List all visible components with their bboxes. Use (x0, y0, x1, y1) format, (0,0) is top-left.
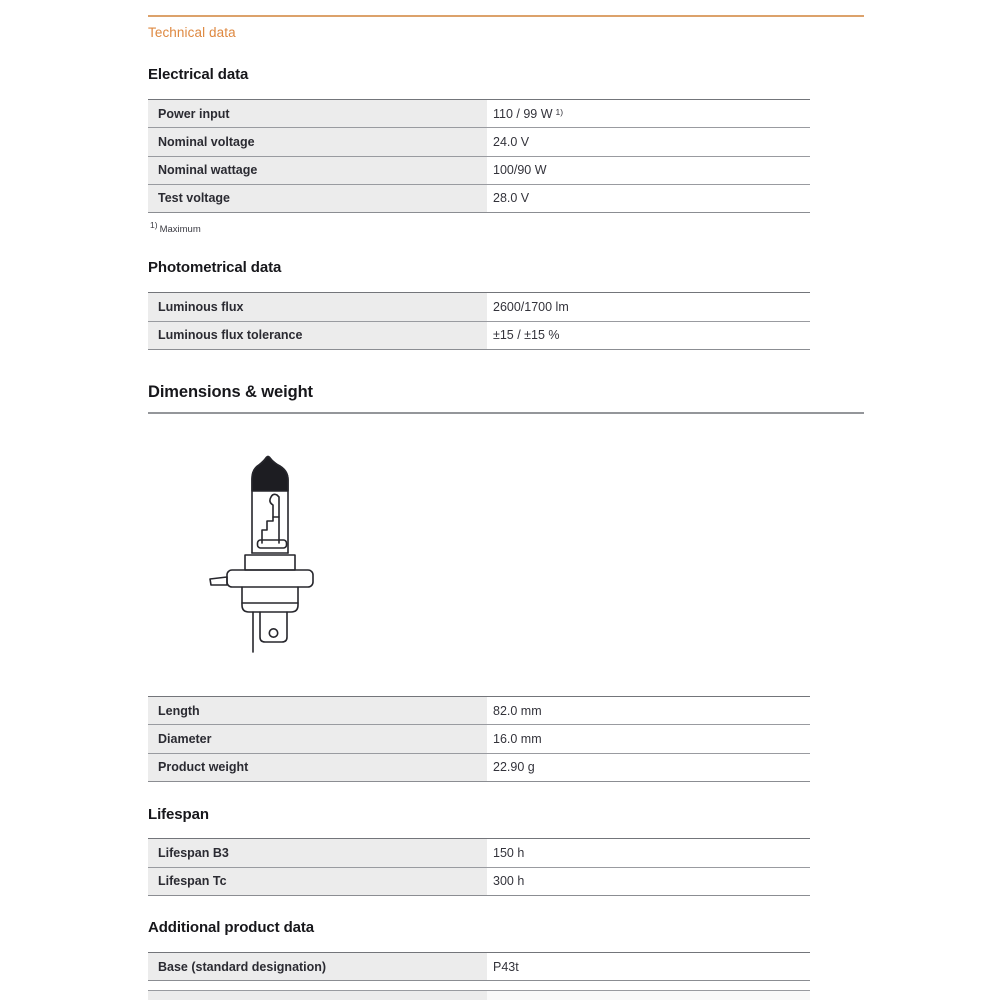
heading-dimensions-weight: Dimensions & weight (148, 383, 313, 401)
row-value: 82.0 mm (487, 697, 810, 724)
heading-electrical-data: Electrical data (148, 66, 249, 83)
row-label: Diameter (148, 725, 487, 752)
row-label: Luminous flux (148, 293, 487, 321)
row-value: 100/90 W (487, 157, 810, 184)
table-row (148, 184, 810, 212)
row-label: Lifespan Tc (148, 868, 487, 896)
table-row (148, 156, 810, 184)
photometrical-data-table (148, 292, 810, 350)
row-label: Length (148, 697, 487, 724)
row-value: ±15 / ±15 % (487, 322, 810, 350)
heading-lifespan: Lifespan (148, 806, 209, 823)
row-value: 110 / 99 W $^{1)}$ (487, 100, 810, 127)
row-label (148, 991, 487, 1000)
additional-product-data-table (148, 952, 810, 981)
row-label: Nominal wattage (148, 157, 487, 184)
dimensions-weight-table (148, 696, 810, 782)
row-value: 150 h (487, 839, 810, 867)
footnote-marker: 1) (150, 220, 158, 230)
table-row (148, 753, 810, 781)
table-row (148, 99, 810, 127)
row-label: Base (standard designation) (148, 953, 487, 980)
row-value: 28.0 V (487, 185, 810, 212)
row-value: 300 h (487, 868, 810, 896)
table-row (148, 127, 810, 155)
table-row (148, 838, 810, 867)
row-label: Nominal voltage (148, 128, 487, 155)
row-label: Test voltage (148, 185, 487, 212)
footnote (150, 220, 201, 235)
row-label: Power input (148, 100, 487, 127)
table-row (148, 321, 810, 350)
top-divider (148, 15, 864, 17)
electrical-data-table (148, 99, 810, 213)
dimensions-divider (148, 412, 864, 414)
table-row (148, 292, 810, 321)
row-label: Product weight (148, 754, 487, 781)
heading-additional-product-data: Additional product data (148, 919, 315, 936)
h4-halogen-bulb-diagram (205, 455, 317, 655)
row-value: 24.0 V (487, 128, 810, 155)
heading-photometrical-data: Photometrical data (148, 259, 282, 276)
footnote-text: Maximum (159, 224, 201, 236)
table-row (148, 867, 810, 896)
lifespan-table (148, 838, 810, 896)
footnote-marker: 1) (555, 107, 564, 118)
row-value: 16.0 mm (487, 725, 810, 752)
row-value (487, 991, 810, 1000)
row-value: 2600/1700 lm (487, 293, 810, 321)
row-label: Lifespan B3 (148, 839, 487, 867)
row-value: 22.90 g (487, 754, 810, 781)
row-value: P43t (487, 953, 810, 980)
row-label: Luminous flux tolerance (148, 322, 487, 350)
technical-data-label: Technical data (148, 25, 236, 40)
table-row-partial (148, 990, 810, 1000)
table-row (148, 696, 810, 724)
table-row (148, 724, 810, 752)
table-row (148, 952, 810, 980)
